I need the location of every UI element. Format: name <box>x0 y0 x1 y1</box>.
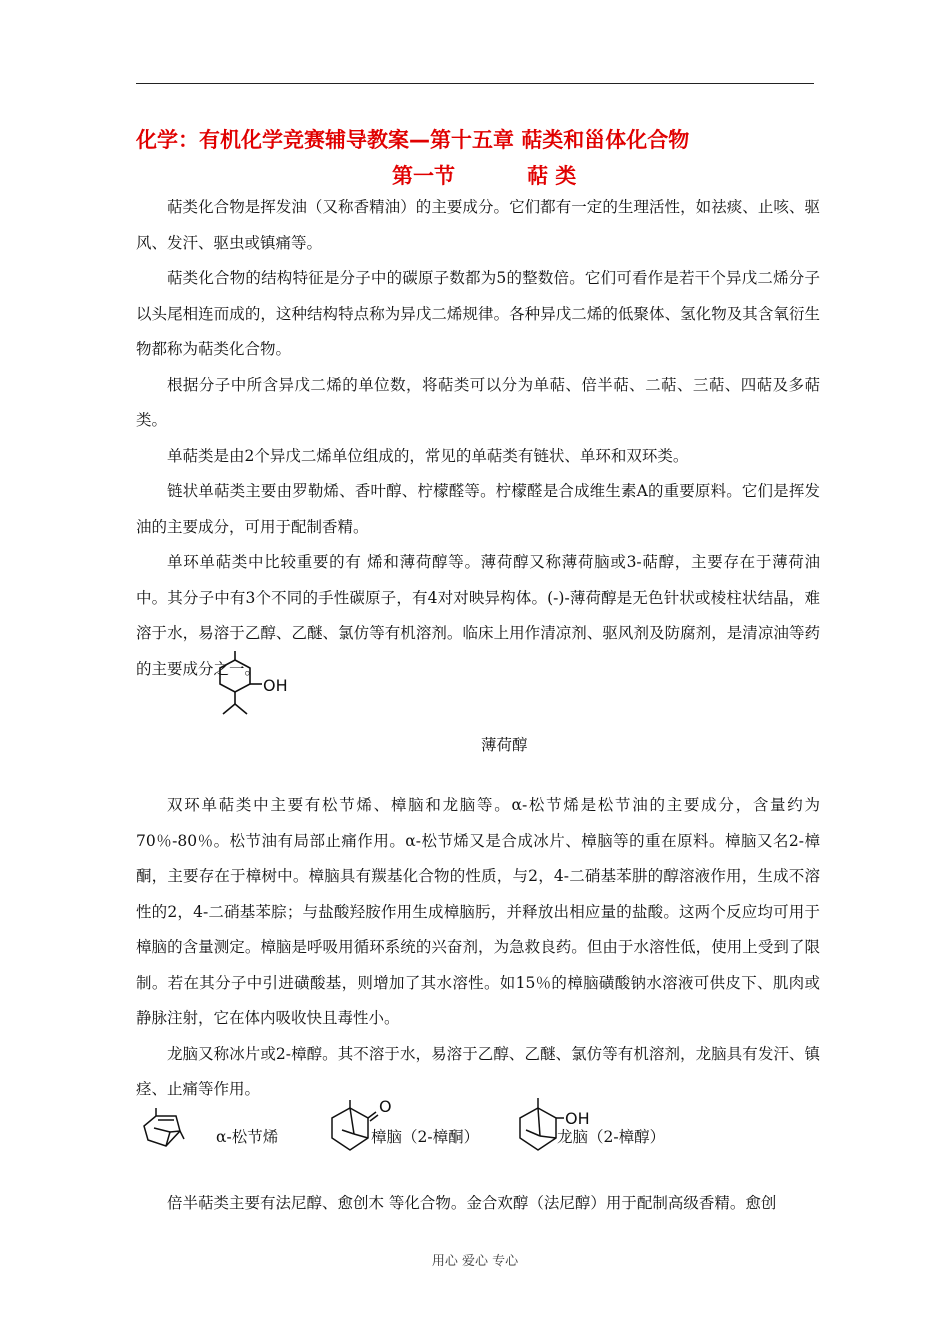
borneol-oh-label: OH <box>565 1109 590 1128</box>
menthol-structure <box>205 648 305 720</box>
borneol-caption: 龙脑（2-樟醇） <box>557 1128 666 1146</box>
text-block-2 <box>136 788 820 1108</box>
page-title: 化学：有机化学竞赛辅导教案—第十五章 萜类和甾体化合物 <box>136 128 690 152</box>
camphor-o-label: O <box>379 1097 392 1116</box>
menthol-caption: 薄荷醇 <box>481 736 528 754</box>
pinene-caption: α-松节烯 <box>216 1128 279 1146</box>
page-footer: 用心 爱心 专心 <box>431 1254 519 1269</box>
paragraph: 链状单萜类主要由罗勒烯、香叶醇、柠檬醛等。柠檬醛是合成维生素A的重要原料。它们是挥发油的主要成分，可用于配制香精。 <box>136 482 820 536</box>
pinene-skeleton <box>140 1106 186 1152</box>
paragraph: 双环单萜类中主要有松节烯、樟脑和龙脑等。α-松节烯是松节油的主要成分，含量约为70％-80％。松节油有局部止痛作用。α-松节烯又是合成冰片、樟脑等的重在原料。樟脑又名2-樟酮，主要存在于樟树中。樟脑具有羰基化合物的性质，与2，4-二硝基苯肼的醇溶液作用，生成不溶性的2，4-二硝基苯腙；与盐酸羟胺作用生成樟脑肟，并释放出相应量的盐酸。这两个反应均可用于樟脑的含量测定。樟脑是呼吸用循环系统的兴奋剂，为急救良药。但由于水溶性低，使用上受到了限制。若在其分子中引进磺酸基，则增加了其水溶性。如15％的樟脑磺酸钠水溶液可供皮下、肌肉或静脉注射，它在体内吸收快且毒性小。 <box>136 796 820 1027</box>
text-block-1 <box>136 190 820 687</box>
menthol-skeleton <box>205 648 305 720</box>
section-name: 萜 类 <box>527 164 577 188</box>
camphor-caption: 樟脑（2-樟酮） <box>371 1128 480 1146</box>
paragraph: 根据分子中所含异戊二烯的单位数，将萜类可以分为单萜、倍半萜、二萜、三萜、四萜及多萜类。 <box>136 375 820 429</box>
section-number: 第一节 <box>392 164 455 188</box>
paragraph: 龙脑又称冰片或2-樟醇。其不溶于水，易溶于乙醇、乙醚、氯仿等有机溶剂，龙脑具有发汗、镇痉、止痛等作用。 <box>136 1044 820 1098</box>
text-block-3 <box>136 1186 820 1222</box>
paragraph: 萜类化合物的结构特征是分子中的碳原子数都为5的整数倍。它们可看作是若干个异戊二烯分子以头尾相连而成的，这种结构特点称为异戊二烯规律。各种异戊二烯的低聚体、氢化物及其含氧衍生物都称为萜类化合物。 <box>136 269 820 358</box>
paragraph: 倍半萜类主要有法尼醇、愈创木 等化合物。金合欢醇（法尼醇）用于配制高级香精。愈创 <box>167 1194 777 1212</box>
paragraph: 单环单萜类中比较重要的有 烯和薄荷醇等。薄荷醇又称薄荷脑或3-萜醇，主要存在于薄荷油中。其分子中有3个不同的手性碳原子，有4对对映异构体。(-)-薄荷醇是无色针状或棱柱状结晶，难溶于水，易溶于乙醇、乙醚、氯仿等有机溶剂。临床上用作清凉剂、驱风剂及防腐剂，是清凉油等药的主要成分之一。 <box>136 553 820 678</box>
menthol-oh-label: OH <box>263 676 288 695</box>
paragraph: 单萜类是由2个异戊二烯单位组成的，常见的单萜类有链状、单环和双环类。 <box>167 446 689 465</box>
paragraph: 萜类化合物是挥发油（又称香精油）的主要成分。它们都有一定的生理活性，如祛痰、止咳、驱风、发汗、驱虫或镇痛等。 <box>136 198 820 252</box>
header-rule <box>136 83 814 84</box>
pinene-structure <box>140 1106 186 1152</box>
